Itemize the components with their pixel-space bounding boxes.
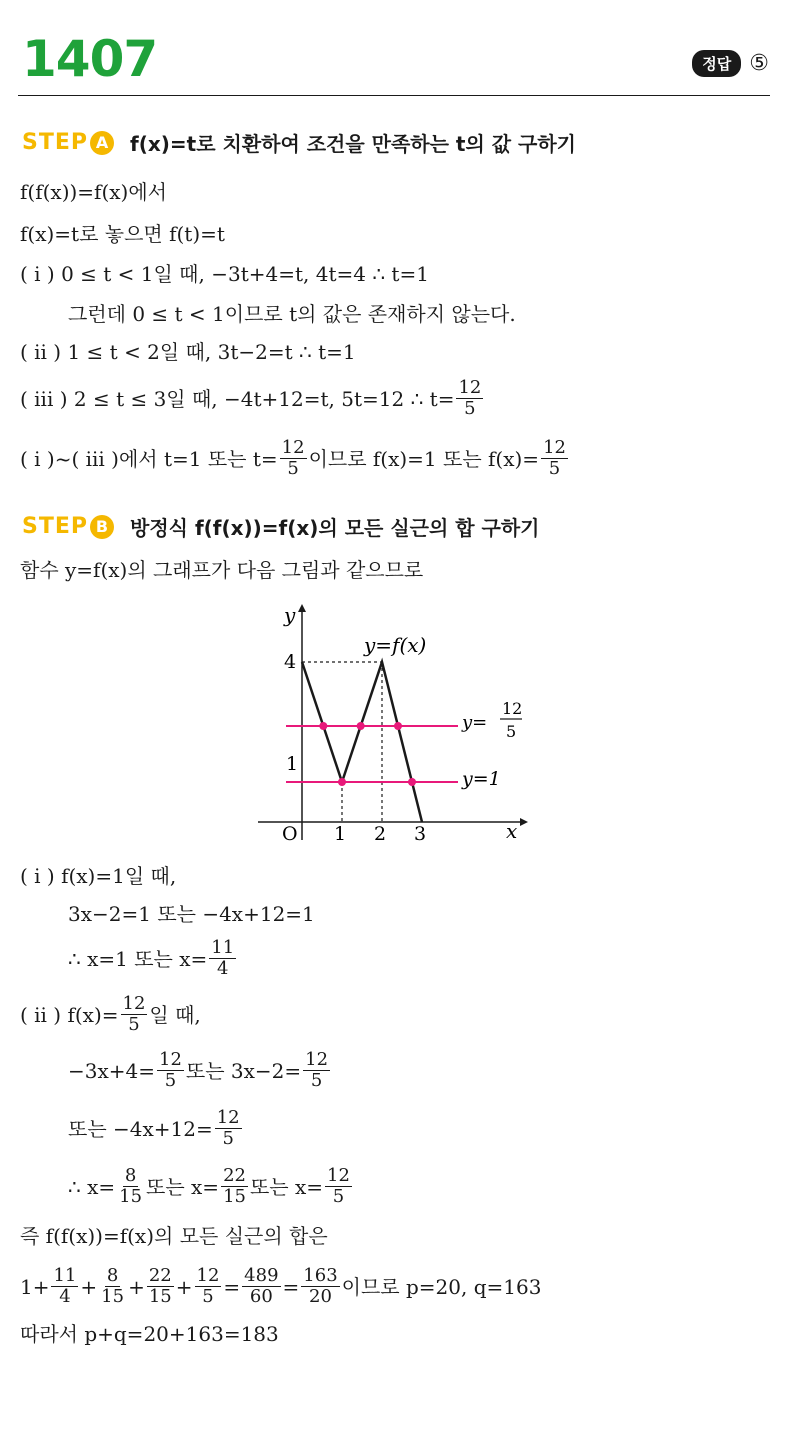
y-axis-arrow [298,604,306,612]
problem-number: 1407 [22,30,158,88]
intersection-point-0 [319,722,327,730]
frac-11-4: $\frac{11}{4}$ [211,937,235,979]
line-c5 [68,1050,332,1091]
frac-12-5: $\frac{12}{5}$ [122,993,146,1035]
intersection-point-4 [408,778,416,786]
frac-12-5: $\frac{12}{5}$ [458,377,482,419]
intersection-point-2 [394,722,402,730]
y-axis-label: y [284,603,296,627]
line-c5-text-b: 또는 3x−2= [185,1058,302,1083]
line-d3: 따라서 p+q=20+163=183 [20,1322,279,1346]
line-a4: 그런데 0 ≤ t < 1이므로 t의 값은 존재하지 않는다. [68,302,516,326]
line-a7-text-b: 이므로 f(x)=1 또는 f(x)= [308,446,540,471]
answer-box [692,50,769,77]
curve-label: y=f(x) [364,633,427,657]
line-a5: ( ii ) 1 ≤ t < 2일 때, 3t−2=t ∴ t=1 [20,340,356,364]
step-a-heading [22,128,576,157]
step-a-badge: A [90,131,114,155]
line-c7 [68,1166,354,1207]
line-d2 [20,1266,541,1307]
frac-12-5: $\frac{12}{5}$ [196,1265,220,1307]
answer-value: ⑤ [749,51,769,76]
y-tick-1: 1 [286,753,299,775]
header-divider [18,95,770,96]
plus-sign: + [80,1274,98,1299]
line-c4-text-b: 일 때, [149,1002,201,1027]
frac-12-5: $\frac{12}{5}$ [159,1049,182,1091]
plus-sign: + [128,1274,145,1299]
frac-22-15: $\frac{22}{15}$ [223,1165,246,1207]
function-graph [248,600,548,850]
step-a-word: STEP [22,130,89,155]
line-a2: f(x)=t로 놓으면 f(t)=t [20,222,225,246]
line-c5-text-a: −3x+4= [68,1058,156,1083]
hline-label-12-5-num: 12 [502,699,523,718]
hline-label-1: y=1 [462,768,501,790]
line-c7-text-b: 또는 x= [146,1174,220,1199]
x-tick-1: 1 [334,823,347,845]
frac-12-5: $\frac{12}{5}$ [305,1049,329,1091]
step-b-title: 방정식 f(f(x))=f(x)의 모든 실근의 합 구하기 [130,516,540,540]
line-c7-text-a: ∴ x= [68,1174,116,1199]
frac-489-60: $\frac{489}{60}$ [244,1265,279,1307]
step-b-heading [22,512,540,541]
line-b1: 함수 y=f(x)의 그래프가 다음 그림과 같으므로 [20,558,424,582]
equals-sign: = [282,1274,300,1299]
hline-label-12-5-den: 5 [506,722,517,741]
answer-tag: 정답 [692,50,741,77]
y-tick-4: 4 [284,651,297,673]
line-c1: ( i ) f(x)=1일 때, [20,864,177,888]
line-c3 [68,938,238,979]
x-tick-2: 2 [374,823,387,845]
line-a3: ( i ) 0 ≤ t < 1일 때, −3t+4=t, 4t=4 ∴ t=1 [20,262,429,286]
frac-12-5: $\frac{12}{5}$ [281,437,305,479]
line-c6 [68,1108,244,1149]
plus-sign: + [175,1274,193,1299]
line-d1: 즉 f(f(x))=f(x)의 모든 실근의 합은 [20,1224,328,1248]
line-a6-text: ( iii ) 2 ≤ t ≤ 3일 때, −4t+12=t, 5t=12 ∴ t= [20,386,455,411]
line-c4-text-a: ( ii ) f(x)= [20,1002,119,1027]
frac-8-15: $\frac{8}{15}$ [119,1165,143,1207]
origin-label: O [282,823,298,845]
sum-start: 1+ [20,1274,50,1299]
x-axis-label: x [506,819,518,843]
line-a7-text-a: ( i )~( iii )에서 t=1 또는 t= [20,446,278,471]
equals-sign: = [223,1274,241,1299]
step-b-badge: B [90,515,114,539]
intersection-point-3 [338,778,346,786]
intersection-point-1 [357,722,365,730]
line-a1: f(f(x))=f(x)에서 [20,180,167,204]
frac-12-5: $\frac{12}{5}$ [543,437,566,479]
line-a7 [20,438,570,479]
frac-12-5: $\frac{12}{5}$ [216,1107,240,1149]
line-c6-text: 또는 −4x+12= [68,1116,213,1141]
x-tick-3: 3 [414,823,427,845]
hline-label-12-5-prefix: y= [462,712,488,733]
line-d2-text: 이므로 p=20, q=163 [341,1274,542,1299]
line-c3-text: ∴ x=1 또는 x= [68,946,208,971]
line-c2: 3x−2=1 또는 −4x+12=1 [68,902,315,926]
line-a6 [20,378,485,419]
frac-12-5: $\frac{12}{5}$ [327,1165,350,1207]
frac-22-15: $\frac{22}{15}$ [148,1265,172,1307]
frac-11-4: $\frac{11}{4}$ [53,1265,77,1307]
step-b-word: STEP [22,514,89,539]
x-axis-arrow [520,818,528,826]
curve-f [302,662,422,822]
frac-163-20: $\frac{163}{20}$ [303,1265,338,1307]
frac-8-15: $\frac{8}{15}$ [101,1265,125,1307]
line-c4 [20,994,201,1035]
line-c7-text-c: 또는 x= [249,1174,324,1199]
step-a-title: f(x)=t로 치환하여 조건을 만족하는 t의 값 구하기 [130,132,576,156]
